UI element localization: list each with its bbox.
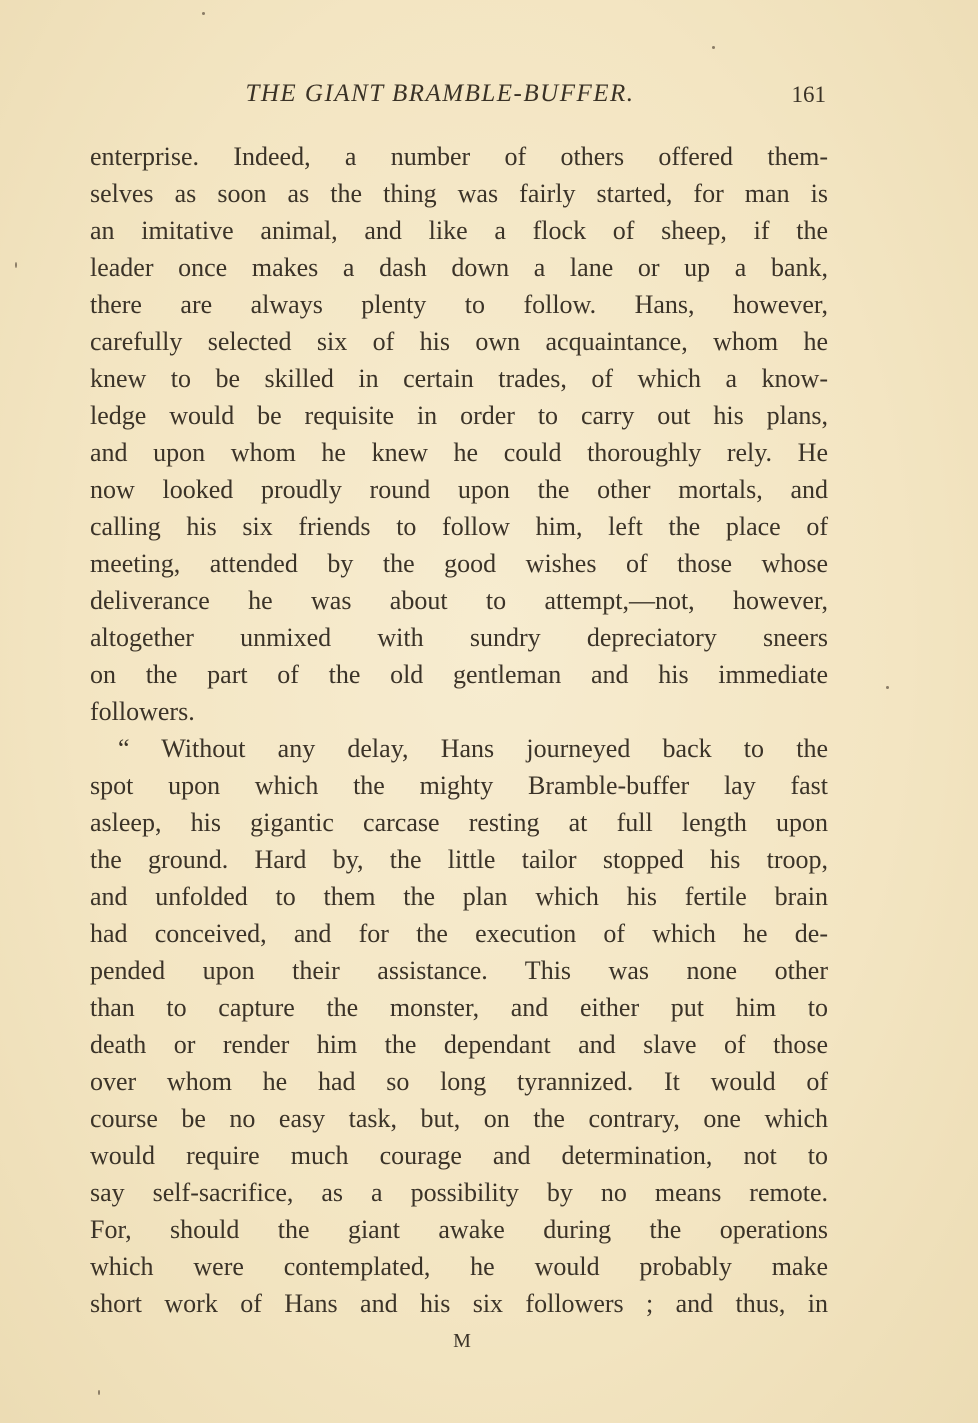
text-line: short work of Hans and his six followers ; and thus, in: [90, 1289, 828, 1318]
text-line: there are always plenty to follow. Hans, however,: [90, 290, 828, 319]
body-text: [90, 138, 828, 1322]
text-line: meeting, attended by the good wishes of those whose: [90, 549, 828, 578]
text-line: than to capture the monster, and either put him to: [90, 993, 828, 1022]
text-line: calling his six friends to follow him, left the place of: [90, 512, 828, 541]
text-line: which were contemplated, he would probably make: [90, 1252, 828, 1281]
text-line: deliverance he was about to attempt,—not, however,: [90, 586, 828, 615]
paper-speck: [886, 686, 889, 689]
text-line: knew to be skilled in certain trades, of which a know-: [90, 364, 828, 393]
paper-speck: [98, 1390, 100, 1395]
text-line: asleep, his gigantic carcase resting at full length upon: [90, 808, 828, 837]
paper-speck: [712, 46, 715, 49]
page-header: [90, 78, 828, 118]
text-line: an imitative animal, and like a flock of sheep, if the: [90, 216, 828, 245]
page-number: 161: [791, 82, 826, 107]
text-line: say self-sacrifice, as a possibility by no means remote.: [90, 1178, 828, 1207]
text-line: on the part of the old gentleman and his immediate: [90, 660, 828, 689]
text-line: pended upon their assistance. This was none other: [90, 956, 828, 985]
text-line: death or render him the dependant and slave of those: [90, 1030, 828, 1059]
text-line: altogether unmixed with sundry depreciatory sneers: [90, 623, 828, 652]
text-line: For, should the giant awake during the operations: [90, 1215, 828, 1244]
text-line: carefully selected six of his own acquaintance, whom he: [90, 327, 828, 356]
text-line: would require much courage and determination, not to: [90, 1141, 828, 1170]
text-line: over whom he had so long tyrannized. It would of: [90, 1067, 828, 1096]
text-line: “ Without any delay, Hans journeyed back to the: [118, 734, 828, 763]
text-line: followers.: [90, 697, 195, 726]
text-line: leader once makes a dash down a lane or up a bank,: [90, 253, 828, 282]
text-line: ledge would be requisite in order to carry out his plans,: [90, 401, 828, 430]
text-line: had conceived, and for the execution of which he de-: [90, 919, 828, 948]
paper-speck: [15, 262, 17, 268]
text-line: and upon whom he knew he could thoroughly rely. He: [90, 438, 828, 467]
text-line: the ground. Hard by, the little tailor stopped his troop,: [90, 845, 828, 874]
running-title: THE GIANT BRAMBLE-BUFFER.: [245, 80, 635, 107]
text-line: and unfolded to them the plan which his fertile brain: [90, 882, 828, 911]
signature-mark: M: [453, 1330, 471, 1352]
text-line: spot upon which the mighty Bramble-buffer lay fast: [90, 771, 828, 800]
text-line: course be no easy task, but, on the contrary, one which: [90, 1104, 828, 1133]
text-line: enterprise. Indeed, a number of others offered them-: [90, 142, 828, 171]
paper-speck: [202, 12, 205, 15]
text-line: now looked proudly round upon the other mortals, and: [90, 475, 828, 504]
text-line: selves as soon as the thing was fairly started, for man is: [90, 179, 828, 208]
